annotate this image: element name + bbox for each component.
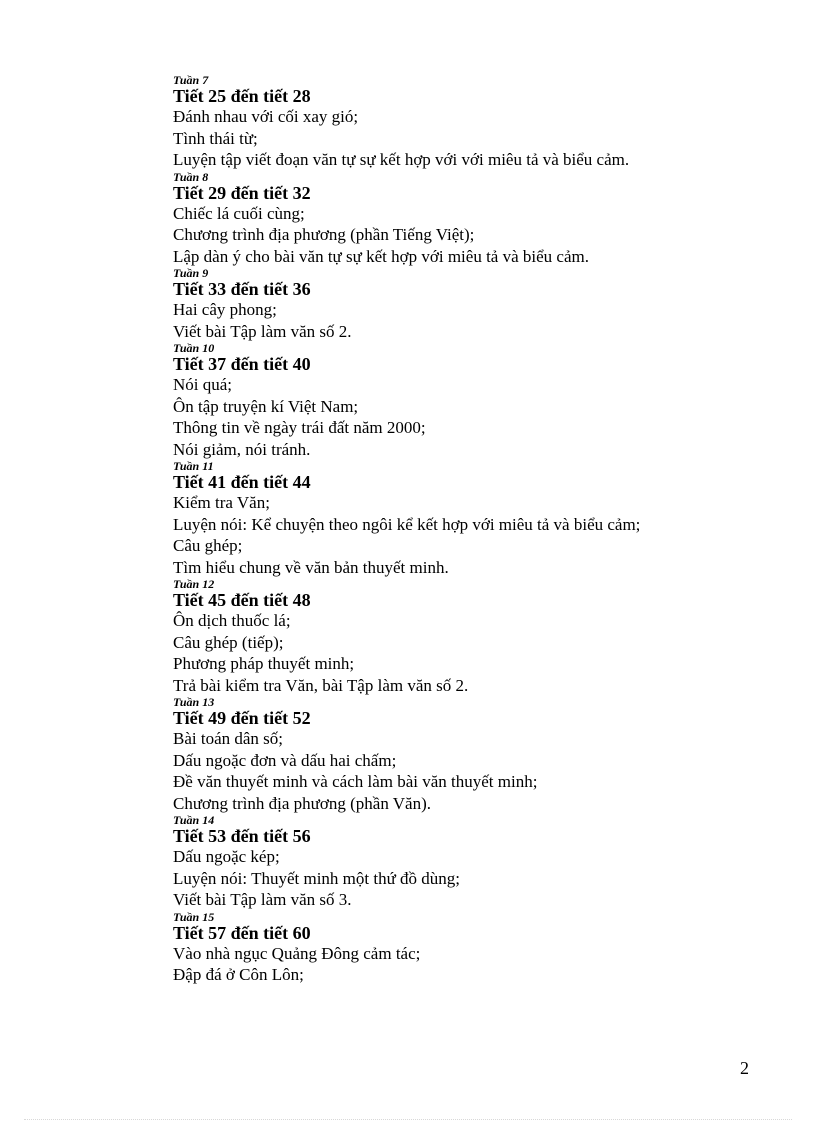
lesson-item: Chiếc lá cuối cùng;	[173, 203, 305, 223]
lesson-item: Đề văn thuyết minh và cách làm bài văn thuyết minh;	[173, 772, 538, 791]
lesson-item: Trả bài kiểm tra Văn, bài Tập làm văn số 2.	[173, 675, 469, 695]
lesson-item: Luyện tập viết đoạn văn tự sự kết hợp với với miêu tả và biểu cảm.	[173, 150, 630, 169]
lesson-range-heading: Tiết 37 đến tiết 40	[173, 354, 311, 374]
lesson-range-heading: Tiết 45 đến tiết 48	[173, 590, 311, 610]
lesson-item: Lập dàn ý cho bài văn tự sự kết hợp với miêu tả và biểu cảm.	[173, 246, 589, 266]
week-section	[173, 171, 773, 268]
lesson-item: Dấu ngoặc đơn và dấu hai chấm;	[173, 750, 397, 770]
week-label: Tuần 7	[173, 73, 209, 87]
lesson-item: Nói giảm, nói tránh.	[173, 439, 311, 459]
lesson-item: Chương trình địa phương (phần Văn).	[173, 793, 432, 813]
lesson-item: Câu ghép (tiếp);	[173, 632, 284, 652]
lesson-item: Ôn tập truyện kí Việt Nam;	[173, 396, 359, 416]
lesson-item: Hai cây phong;	[173, 300, 277, 319]
lesson-item: Tình thái từ;	[173, 128, 258, 148]
week-label: Tuần 15	[173, 909, 215, 924]
lesson-range-heading: Tiết 33 đến tiết 36	[173, 279, 311, 299]
lesson-item: Viết bài Tập làm văn số 2.	[173, 321, 352, 341]
week-label: Tuần 8	[173, 169, 209, 184]
lesson-range-heading: Tiết 29 đến tiết 32	[173, 182, 311, 203]
page-number: 2	[740, 1058, 749, 1078]
lesson-range-heading: Tiết 25 đến tiết 28	[173, 86, 311, 106]
lesson-item: Nói quá;	[173, 375, 233, 394]
week-label: Tuần 14	[173, 813, 215, 827]
lesson-item: Đập đá ở Côn Lôn;	[173, 965, 304, 984]
lesson-range-heading: Tiết 57 đến tiết 60	[173, 922, 311, 943]
week-section	[173, 911, 773, 986]
week-label: Tuần 11	[173, 459, 214, 473]
lesson-item: Câu ghép;	[173, 536, 243, 555]
lesson-item: Phương pháp thuyết minh;	[173, 654, 355, 673]
week-section	[173, 814, 773, 911]
week-label: Tuần 9	[173, 266, 209, 280]
lesson-item: Kiểm tra Văn;	[173, 493, 270, 512]
lesson-item: Vào nhà ngục Quảng Đông cảm tác;	[173, 943, 421, 963]
lesson-item: Ôn dịch thuốc lá;	[173, 611, 291, 630]
lesson-item: Viết bài Tập làm văn số 3.	[173, 890, 352, 909]
week-section	[173, 460, 773, 578]
page-bottom-divider	[24, 1119, 792, 1120]
lesson-item: Thông tin về ngày trái đất năm 2000;	[173, 418, 426, 437]
lesson-item: Luyện nói: Thuyết minh một thứ đồ dùng;	[173, 868, 461, 888]
week-section	[173, 578, 773, 696]
week-label: Tuần 10	[173, 341, 215, 355]
week-section	[173, 696, 773, 814]
lesson-item: Dấu ngoặc kép;	[173, 847, 280, 866]
week-section	[173, 267, 773, 342]
week-label: Tuần 13	[173, 695, 215, 709]
week-section	[173, 74, 773, 171]
week-section	[173, 342, 773, 460]
lesson-range-heading: Tiết 49 đến tiết 52	[173, 708, 311, 728]
lesson-range-heading: Tiết 41 đến tiết 44	[173, 472, 311, 492]
lesson-item: Bài toán dân số;	[173, 729, 284, 748]
lesson-schedule	[173, 74, 773, 986]
lesson-range-heading: Tiết 53 đến tiết 56	[173, 826, 311, 846]
lesson-item: Tìm hiểu chung về văn bản thuyết minh.	[173, 557, 449, 577]
lesson-item: Chương trình địa phương (phần Tiếng Việt);	[173, 225, 475, 244]
week-label: Tuần 12	[173, 577, 215, 591]
lesson-item: Luyện nói: Kể chuyện theo ngôi kể kết hợp với miêu tả và biểu cảm;	[173, 514, 641, 534]
lesson-item: Đánh nhau với cối xay gió;	[173, 107, 359, 126]
